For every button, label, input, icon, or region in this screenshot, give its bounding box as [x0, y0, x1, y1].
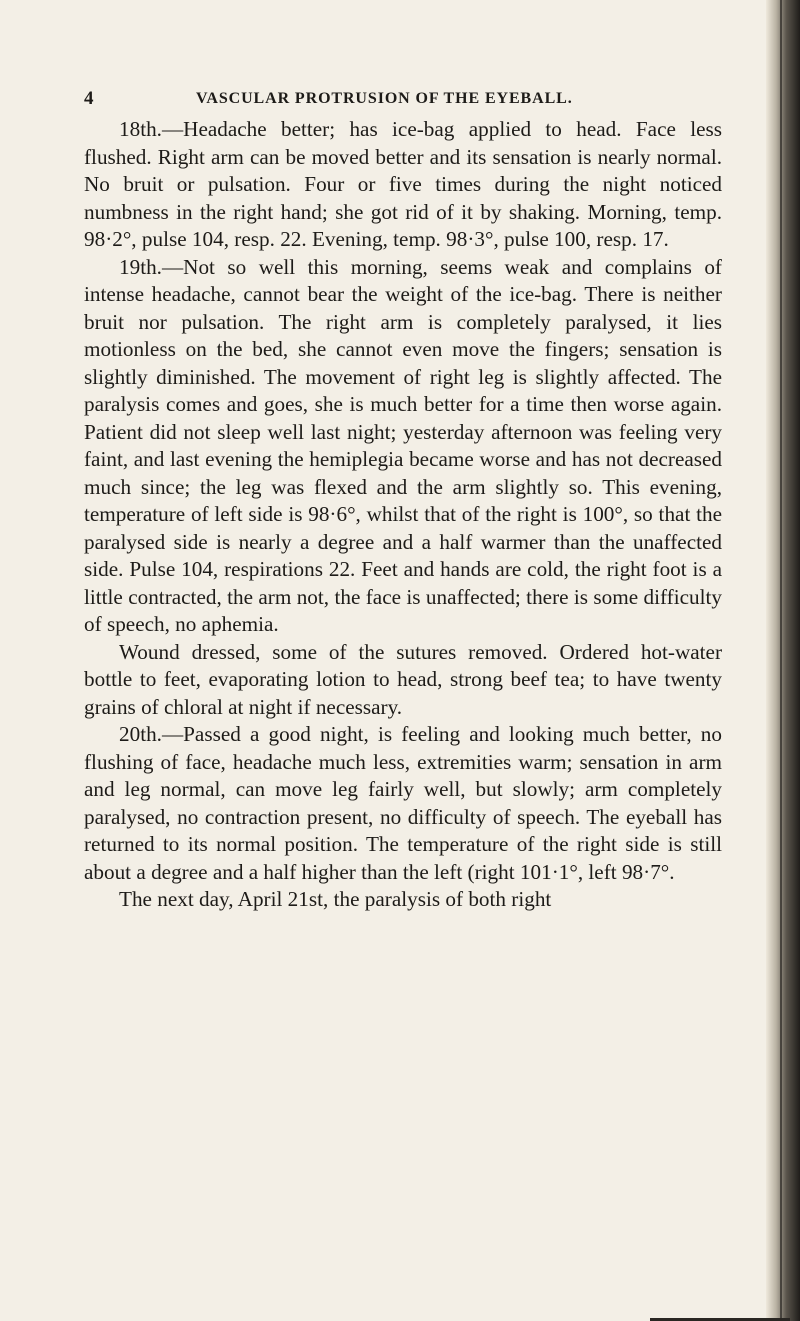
body-text	[84, 116, 722, 914]
paragraph-20th: 20th.—Passed a good night, is feeling and looking much better, no flushing of face, headache much less, extremities warm; sensation in arm and leg normal, can move leg fairly well, but slowly; arm completely paralysed, no contraction present, no difficulty of speech. The eyeball has returned to its normal position. The temperature of the right side is still about a degree and a half higher than the left (right 101·1°, left 98·7°.	[84, 722, 722, 884]
running-title: VASCULAR PROTRUSION OF THE EYEBALL.	[196, 90, 573, 107]
binding-line	[780, 0, 782, 1321]
paragraph-18th: 18th.—Headache better; has ice-bag applied to head. Face less flushed. Right arm can be moved better and its sensation is nearly normal. No bruit or pulsation. Four or five times during the night noticed numbness in the right hand; she got rid of it by shaking. Morning, temp. 98·2°, pulse 104, resp. 22. Evening, temp. 98·3°, pulse 100, resp. 17.	[84, 117, 722, 251]
paragraph-next-day: The next day, April 21st, the paralysis of both right	[119, 887, 552, 911]
page-header	[84, 88, 730, 112]
binding-edge	[766, 0, 800, 1321]
paragraph-wound-dressed: Wound dressed, some of the sutures removed. Ordered hot-water bottle to feet, evaporating lotion to head, strong beef tea; to have twenty grains of chloral at night if necessary.	[84, 639, 722, 719]
page-number: 4	[84, 88, 94, 109]
paragraph-19th: 19th.—Not so well this morning, seems weak and complains of intense headache, cannot bear the weight of the ice-bag. There is neither bruit nor pulsation. The right arm is completely paralysed, it lies motionless on the bed, she cannot even move the fingers; sensation is slightly diminished. The movement of right leg is slightly affected. The paralysis comes and goes, she is much better for a time then worse again. Patient did not sleep well last night; yesterday afternoon was feeling very faint, and last evening the hemiplegia became worse and has not decreased much since; the leg was flexed and the arm slightly so. This evening, temperature of left side is 98·6°, whilst that of the right is 100°, so that the paralysed side is nearly a degree and a half warmer than the unaffected side. Pulse 104, respirations 22. Feet and hands are cold, the right foot is a little contracted, the arm not, the face is unaffected; there is some difficulty of speech, no aphemia.	[84, 254, 722, 636]
